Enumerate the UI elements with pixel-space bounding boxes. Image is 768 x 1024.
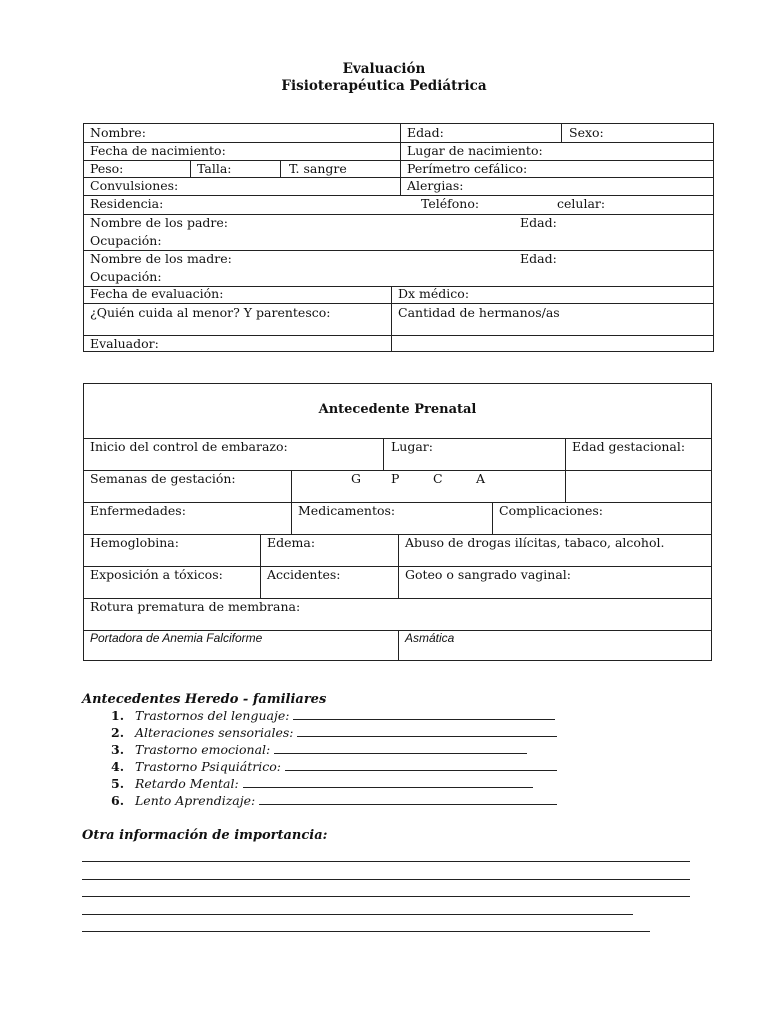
semanas-gestacion-label: Semanas de gestación: — [90, 471, 236, 486]
dx-medico-label: Dx médico: — [398, 286, 470, 301]
fecha-nacimiento-label: Fecha de nacimiento: — [90, 143, 226, 158]
telefono-label: Teléfono: — [421, 196, 480, 211]
nombre-padre-label: Nombre de los padre: — [90, 215, 228, 230]
goteo-sangrado-label: Goteo o sangrado vaginal: — [405, 567, 572, 582]
abuso-drogas-label: Abuso de drogas ilícitas, tabaco, alcohol. — [405, 535, 665, 550]
ocupacion-padre-label: Ocupación: — [90, 233, 162, 248]
sexo-label: Sexo: — [569, 125, 604, 140]
edad-padre-label: Edad: — [520, 215, 557, 230]
anemia-falciforme-label: Portadora de Anemia Falciforme — [90, 631, 263, 645]
perimetro-cefalico-label: Perímetro cefálico: — [407, 161, 528, 176]
residencia-label: Residencia: — [90, 196, 164, 211]
writing-line — [82, 896, 690, 897]
writing-line — [82, 914, 633, 915]
document-subtitle: Fisioterapéutica Pediátrica — [281, 78, 487, 94]
heredo-familiares-heading: Antecedentes Heredo - familiares — [82, 692, 327, 707]
edad-label: Edad: — [407, 125, 444, 140]
exposicion-toxicos-label: Exposición a tóxicos: — [90, 567, 223, 582]
quien-cuida-label: ¿Quién cuida al menor? Y parentesco: — [90, 305, 331, 320]
edad-madre-label: Edad: — [520, 251, 557, 266]
writing-line — [82, 861, 690, 862]
edad-gestacional-label: Edad gestacional: — [572, 439, 686, 454]
antecedente-prenatal-table — [83, 383, 712, 661]
asmatica-label: Asmática — [405, 631, 455, 645]
prenatal-heading: Antecedente Prenatal — [318, 402, 477, 417]
gpca-g-label: G — [351, 471, 361, 486]
nombre-label: Nombre: — [90, 125, 146, 140]
evaluador-label: Evaluador: — [90, 336, 159, 351]
gpca-c-label: C — [433, 471, 443, 486]
inicio-control-label: Inicio del control de embarazo: — [90, 439, 288, 454]
cantidad-hermanos-label: Cantidad de hermanos/as — [398, 305, 560, 320]
gpca-a-label: A — [476, 471, 486, 486]
peso-label: Peso: — [90, 161, 124, 176]
otra-informacion-heading: Otra información de importancia: — [82, 828, 328, 843]
rotura-membrana-label: Rotura prematura de membrana: — [90, 599, 301, 614]
document-title: Evaluación — [342, 61, 426, 77]
alergias-label: Alergias: — [407, 178, 464, 193]
enfermedades-label: Enfermedades: — [90, 503, 186, 518]
complicaciones-label: Complicaciones: — [499, 503, 603, 518]
accidentes-label: Accidentes: — [267, 567, 341, 582]
writing-line — [82, 931, 650, 932]
celular-label: celular: — [557, 196, 606, 211]
hemoglobina-label: Hemoglobina: — [90, 535, 179, 550]
writing-line — [82, 879, 690, 880]
nombre-madre-label: Nombre de los madre: — [90, 251, 232, 266]
talla-label: Talla: — [197, 161, 232, 176]
ocupacion-madre-label: Ocupación: — [90, 269, 162, 284]
lugar-label: Lugar: — [391, 439, 433, 454]
edema-label: Edema: — [267, 535, 316, 550]
medicamentos-label: Medicamentos: — [298, 503, 396, 518]
fecha-evaluacion-label: Fecha de evaluación: — [90, 286, 224, 301]
gpca-p-label: P — [391, 471, 400, 486]
lugar-nacimiento-label: Lugar de nacimiento: — [407, 143, 543, 158]
convulsiones-label: Convulsiones: — [90, 178, 179, 193]
datos-generales-table — [83, 123, 714, 352]
tipo-sangre-label: T. sangre — [289, 161, 347, 176]
